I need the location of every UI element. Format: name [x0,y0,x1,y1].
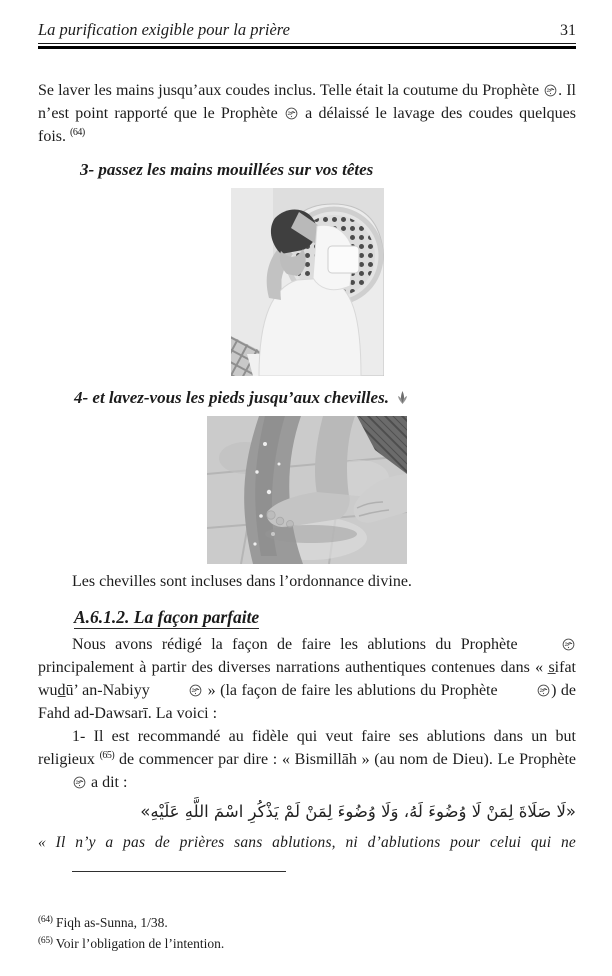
pbuh-icon [155,684,202,697]
footnote-64 [38,911,576,932]
paragraph-text: principalement à partir des diverses narrations authentiques contenues dans « s̲ifat wud̲ū’ an-Nabiyy [38,659,576,699]
paragraph-text: de commencer par dire : « Bismillāh » (au nom de Dieu). Le Prophète [114,751,576,768]
caption-step-3 [80,159,576,181]
page-number: 31 [560,22,576,39]
footnote-separator [72,871,286,872]
footnote-ref-64: (64) [70,127,85,138]
paragraph-ankles [38,570,576,593]
paragraph-elbows [38,79,576,148]
figure-head-wipe [38,188,576,376]
footnote-65 [38,932,576,953]
paragraph-text: Les chevilles sont incluses dans l’ordonnance divine. [72,573,412,590]
paragraph-text: a délaissé le lavage des coudes quelques fois. [38,105,576,145]
caption-step-4 [74,387,576,409]
paragraph-text: 1- Il est recommandé au fidèle qui veut faire ses ablutions dans un but religieux [38,728,576,768]
pbuh-icon [285,107,298,120]
photo-head-wipe [231,188,384,376]
paragraph-text: Nous avons rédigé la façon de faire les ablutions du Prophète [72,636,527,653]
running-title: La purification exigible pour la prière [38,20,290,39]
caption-text: 4- et lavez-vous les pieds jusqu’aux chevilles. [74,388,394,407]
paragraph-text: ) de Fahd ad-Dawsarī. La voici : [38,682,577,722]
header-rule [38,43,576,49]
pbuh-icon [503,684,550,697]
arabic-hadith-line: «لَا صَلَاةَ لِمَنْ لَا وُضُوءَ لَهُ، وَلَا وُضُوءَ لِمَنْ لَمْ يَذْكُرِ اسْمَ اللَّهِ عَلَيْهِ» [140,802,576,821]
photo-foot-wash [207,416,407,564]
caption-text: 3- passez les mains mouillées sur vos têtes [80,160,374,179]
verse-end-ornament-icon [397,390,408,405]
paragraph-text: Se laver les mains jusqu’aux coudes inclus. Telle était la coutume du Prophète [38,82,544,99]
paragraph-bismillah [38,725,576,794]
section-heading-text: A.6.1.2. La façon parfaite [74,607,260,627]
paragraph-text: a dit : [87,774,128,791]
paragraph-method [38,633,576,725]
footnotes-block [38,911,576,953]
footnote-marker: (65) [38,935,53,946]
paragraph-text: . Il n’est point rapporté que le Prophète [38,82,576,122]
page-header [38,20,576,49]
footnote-text: Voir l’obligation de l’intention. [55,935,225,951]
paragraph-text: » (la façon de faire les ablutions du Prophète [203,682,503,699]
footnote-ref-65: (65) [99,750,115,761]
pbuh-icon [544,84,557,97]
footnote-text: Fiqh as-Sunna, 1/38. [56,914,168,930]
figure-foot-wash [38,416,576,564]
pbuh-icon [39,776,86,789]
hadith-translation-line: « Il n’y a pas de prières sans ablutions, ni d’ablutions pour celui qui ne [38,834,576,851]
footnote-marker: (64) [38,914,53,925]
section-heading [74,606,576,628]
pbuh-icon [528,638,575,651]
